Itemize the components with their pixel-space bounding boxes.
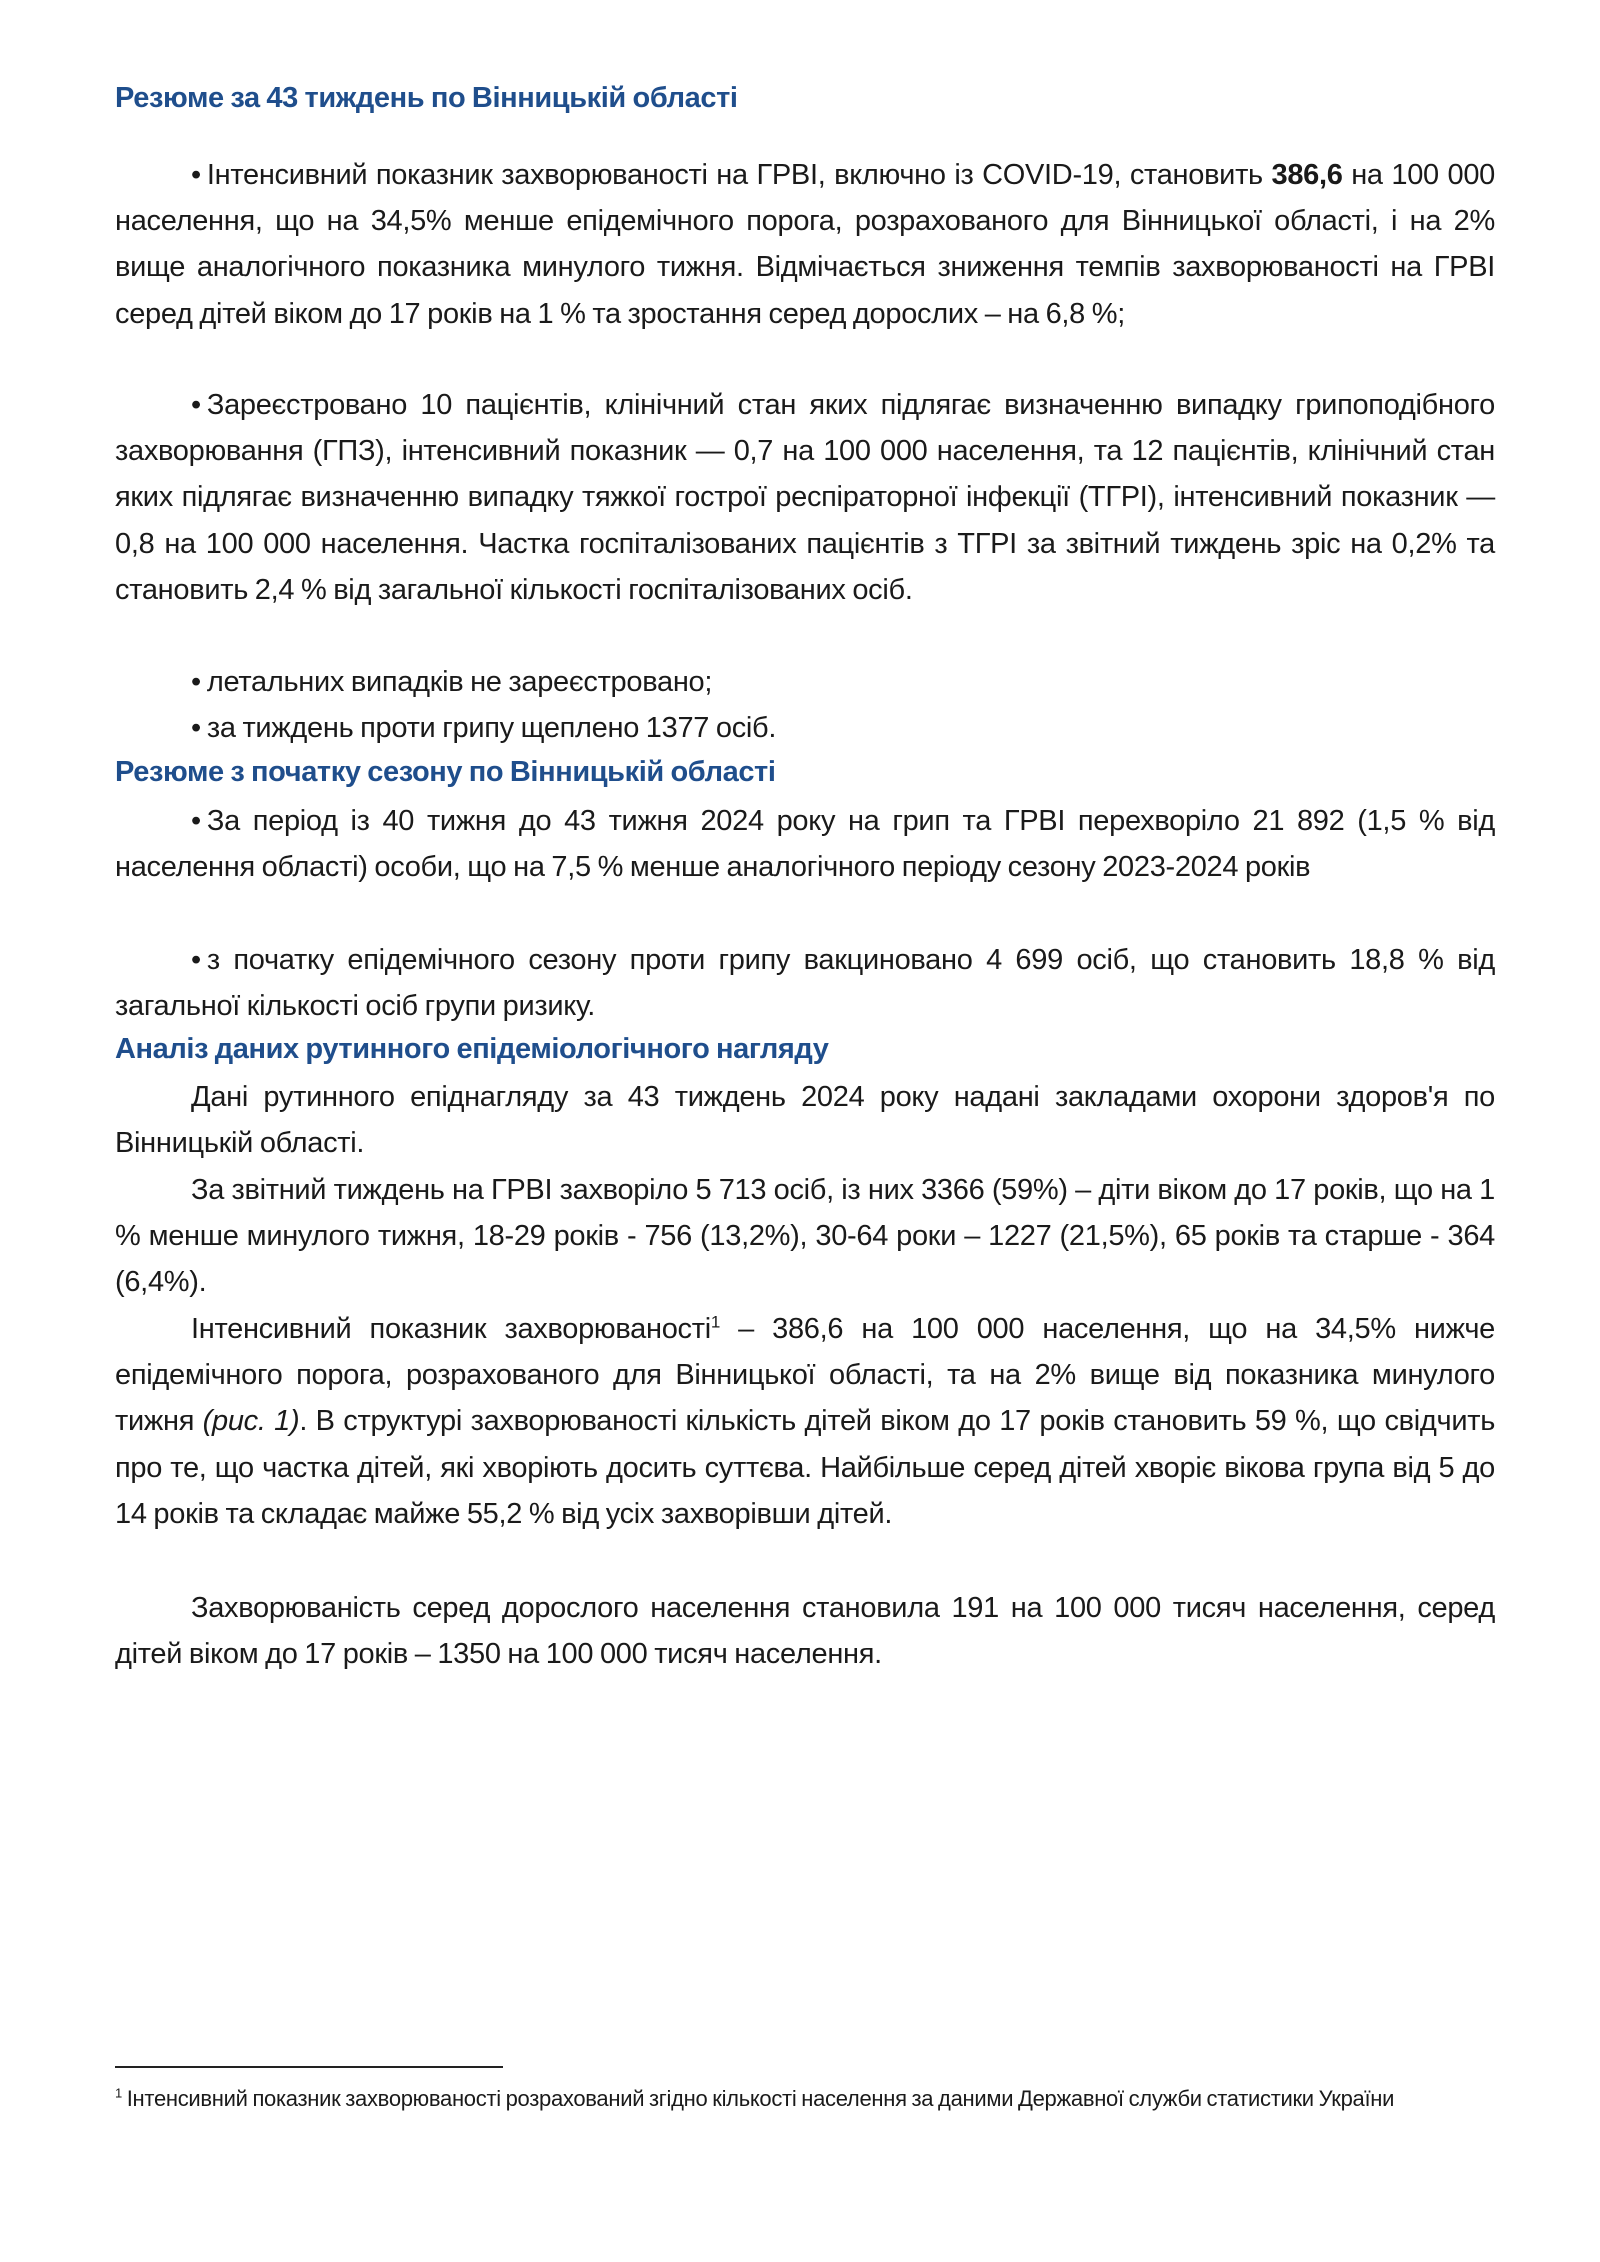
- item-text: летальних випадків не зареєстровано;: [206, 666, 713, 698]
- item-text: на 100 000 населення, що на 34,5% менше епідемічного порога, розрахованого для Вінницької області, і на 2% вище аналогічного показника минулого тижня. Відмічається зниження темпів захворюваності на ГРВІ серед дітей віком до 17 років на 1 % та зростання серед дорослих – на 6,8 %;: [115, 159, 1495, 330]
- section-heading-weekly-summary: Резюме за 43 тиждень по Вінницькій області: [115, 82, 738, 114]
- paragraph-adult-child-incidence: Захворюваність серед дорослого населення становила 191 на 100 000 тисяч населення, серед дітей віком до 17 років – 1350 на 100 000 тисяч населення.: [115, 1592, 1495, 1671]
- bullet-icon: •: [191, 712, 201, 744]
- paragraph-age-breakdown: За звітний тиждень на ГРВІ захворіло 5 713 осіб, із них 3366 (59%) – діти віком до 17 років, що на 1 % менше минулого тижня, 18-29 років - 756 (13,2%), 30-64 роки – 1227 (21,5%), 65 років та старше - 364 (6,4%).: [115, 1174, 1495, 1299]
- item-text: За період із 40 тижня до 43 тижня 2024 року на грип та ГРВІ перехворіло 21 892 (1,5 % від населення області) особи, що на 7,5 % менше аналогічного періоду сезону 2023-2024 років: [115, 805, 1495, 884]
- season-item-cases: [115, 798, 1495, 890]
- item-text: за тиждень проти грипу щеплено 1377 осіб.: [206, 712, 777, 744]
- footnote-ref[interactable]: 1: [710, 1312, 721, 1332]
- footnote: [115, 2082, 1475, 2115]
- bullet-icon: •: [191, 944, 201, 976]
- footnote-marker: 1: [115, 2085, 122, 2101]
- summary-item-incidence: [115, 152, 1495, 337]
- bullet-icon: •: [191, 389, 201, 421]
- footnote-text: Інтенсивний показник захворюваності розрахований згідно кількості населення за даними Державної служби статистики України: [121, 2086, 1395, 2111]
- item-text: Інтенсивний показник захворюваності на ГРВІ, включно із COVID-19, становить: [206, 159, 1272, 191]
- paragraph-data-source: Дані рутинного епіднагляду за 43 тиждень 2024 року надані закладами охорони здоров'я по Вінницькій області.: [115, 1081, 1495, 1160]
- bullet-icon: •: [191, 159, 201, 191]
- season-item-vaccination: [115, 937, 1495, 1029]
- section-heading-routine-surveillance: Аналіз даних рутинного епідеміологічного нагляду: [115, 1033, 829, 1065]
- bullet-icon: •: [191, 666, 201, 698]
- item-text: з початку епідемічного сезону проти грипу вакциновано 4 699 осіб, що становить 18,8 % від загальної кількості осіб групи ризику.: [115, 944, 1495, 1023]
- summary-item-vaccinated: [115, 705, 1495, 751]
- bullet-icon: •: [191, 805, 201, 837]
- para-text: Інтенсивний показник захворюваності: [191, 1313, 711, 1345]
- summary-item-ili-sari: [115, 382, 1495, 613]
- paragraph-intensity: [115, 1306, 1495, 1537]
- para-text: – 386,6 на 100 000 населення, що на 34,5% нижче епідемічного порога, розрахованого для Вінницької області, та на 2% вище від показника минулого тижня: [115, 1313, 1495, 1438]
- figure-reference: (рис. 1): [202, 1405, 300, 1438]
- section-heading-season-summary: Резюме з початку сезону по Вінницькій області: [115, 756, 776, 788]
- incidence-value: 386,6: [1271, 159, 1343, 191]
- para-text: . В структурі захворюваності кількість дітей віком до 17 років становить 59 %, що свідчить про те, що частка дітей, які хворіють досить суттєва. Найбільше серед дітей хворіє вікова група від 5 до 14 років та складає майже 55,2 % від усіх захворівши дітей.: [115, 1405, 1496, 1530]
- footnote-separator: [115, 2066, 503, 2068]
- summary-item-deaths: [115, 659, 1495, 705]
- item-text: Зареєстровано 10 пацієнтів, клінічний стан яких підлягає визначенню випадку грипоподібного захворювання (ГПЗ), інтенсивний показник — 0,7 на 100 000 населення, та 12 пацієнтів, клінічний стан яких підлягає визначенню випадку тяжкої гострої респіраторної інфекції (ТГРІ), інтенсивний показник — 0,8 на 100 000 населення. Частка госпіталізованих пацієнтів з ТГРІ за звітний тиждень зріс на 0,2% та становить 2,4 % від загальної кількості госпіталізованих осіб.: [115, 389, 1495, 606]
